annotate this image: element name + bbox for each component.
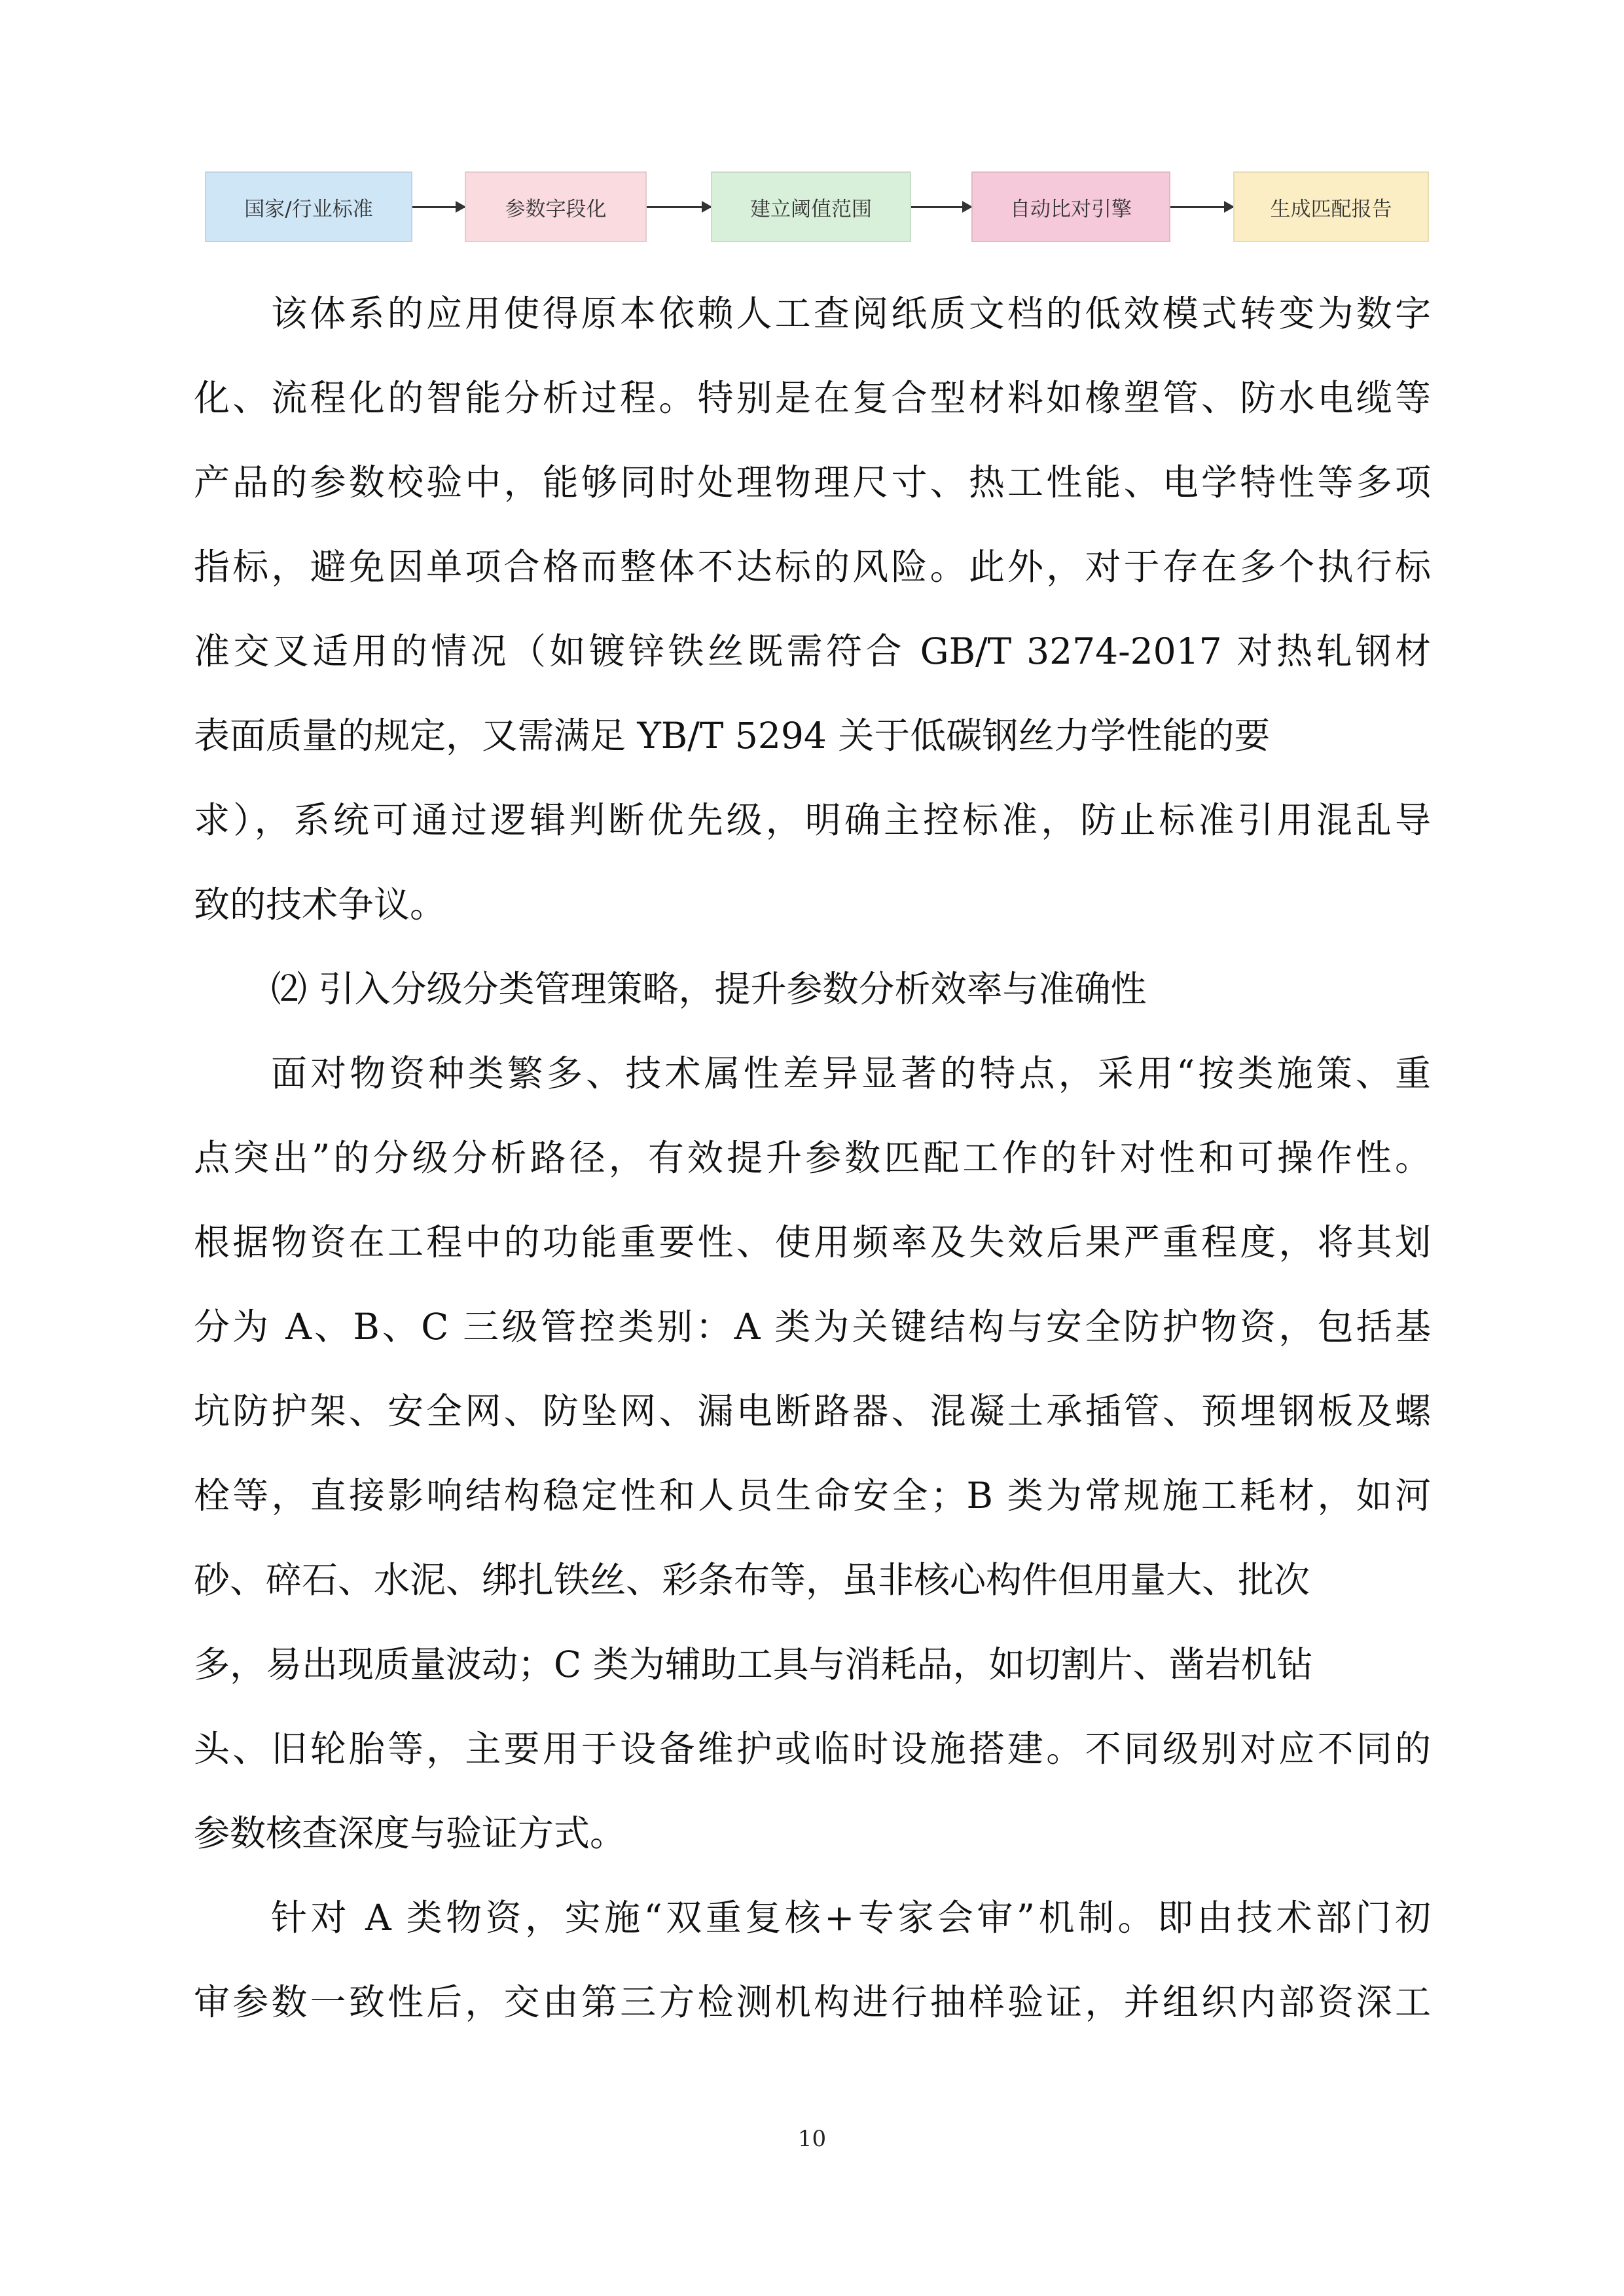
paragraph-2-line: 参数核查深度与验证方式。 [194, 1812, 626, 1854]
paragraph-1-line: 化、流程化的智能分析过程。特别是在复合型材料如橡塑管、防水电缆等 [194, 377, 1431, 419]
paragraph-1-line: 该体系的应用使得原本依赖人工查阅纸质文档的低效模式转变为数字 [271, 293, 1431, 334]
flow-step-standards: 国家/行业标准 [205, 171, 412, 242]
paragraph-2-line: 头、旧轮胎等，主要用于设备维护或临时设施搭建。不同级别对应不同的 [194, 1728, 1431, 1770]
paragraph-1-line: 准交叉适用的情况（如镀锌铁丝既需符合 GB/T 3274-2017 对热轧钢材 [194, 630, 1431, 672]
flow-step-report: 生成匹配报告 [1233, 171, 1429, 242]
paragraph-2-line: 根据物资在工程中的功能重要性、使用频率及失效后果严重程度，将其划 [194, 1221, 1431, 1263]
flow-arrow-icon [911, 206, 971, 208]
flow-step-parameterize: 参数字段化 [465, 171, 647, 242]
flow-arrow-icon [647, 206, 711, 208]
paragraph-1-line: 求），系统可通过逻辑判断优先级，明确主控标准，防止标准引用混乱导 [194, 799, 1431, 841]
section-heading: ⑵ 引入分级分类管理策略，提升参数分析效率与准确性 [271, 968, 1147, 1010]
process-flowchart [205, 171, 1429, 242]
paragraph-3-line: 针对 A 类物资，实施“双重复核+专家会审”机制。即由技术部门初 [271, 1897, 1431, 1939]
paragraph-1-line: 产品的参数校验中，能够同时处理物理尺寸、热工性能、电学特性等多项 [194, 461, 1431, 503]
flow-arrow-icon [412, 206, 465, 208]
page-number: 10 [797, 2126, 827, 2152]
paragraph-2-line: 坑防护架、安全网、防坠网、漏电断路器、混凝土承插管、预埋钢板及螺 [194, 1390, 1431, 1432]
flow-arrow-icon [1170, 206, 1233, 208]
paragraph-2-line: 砂、碎石、水泥、绑扎铁丝、彩条布等，虽非核心构件但用量大、批次 [194, 1559, 1310, 1601]
paragraph-3-line: 审参数一致性后，交由第三方检测机构进行抽样验证，并组织内部资深工 [194, 1981, 1431, 2023]
paragraph-2-line: 栓等，直接影响结构稳定性和人员生命安全；B 类为常规施工耗材，如河 [194, 1475, 1431, 1516]
paragraph-2-line: 面对物资种类繁多、技术属性差异显著的特点，采用“按类施策、重 [271, 1052, 1431, 1094]
flow-step-compare-engine: 自动比对引擎 [971, 171, 1170, 242]
paragraph-2-line: 分为 A、B、C 三级管控类别：A 类为关键结构与安全防护物资，包括基 [194, 1306, 1431, 1348]
flow-step-threshold: 建立阈值范围 [711, 171, 911, 242]
paragraph-1-line: 表面质量的规定，又需满足 YB/T 5294 关于低碳钢丝力学性能的要 [194, 715, 1271, 757]
paragraph-1-line: 指标，避免因单项合格而整体不达标的风险。此外，对于存在多个执行标 [194, 546, 1431, 588]
paragraph-1-line: 致的技术争议。 [194, 884, 446, 925]
paragraph-2-line: 点突出”的分级分析路径，有效提升参数匹配工作的针对性和可操作性。 [194, 1137, 1431, 1179]
paragraph-2-line: 多，易出现质量波动；C 类为辅助工具与消耗品，如切割片、凿岩机钻 [194, 1643, 1313, 1685]
